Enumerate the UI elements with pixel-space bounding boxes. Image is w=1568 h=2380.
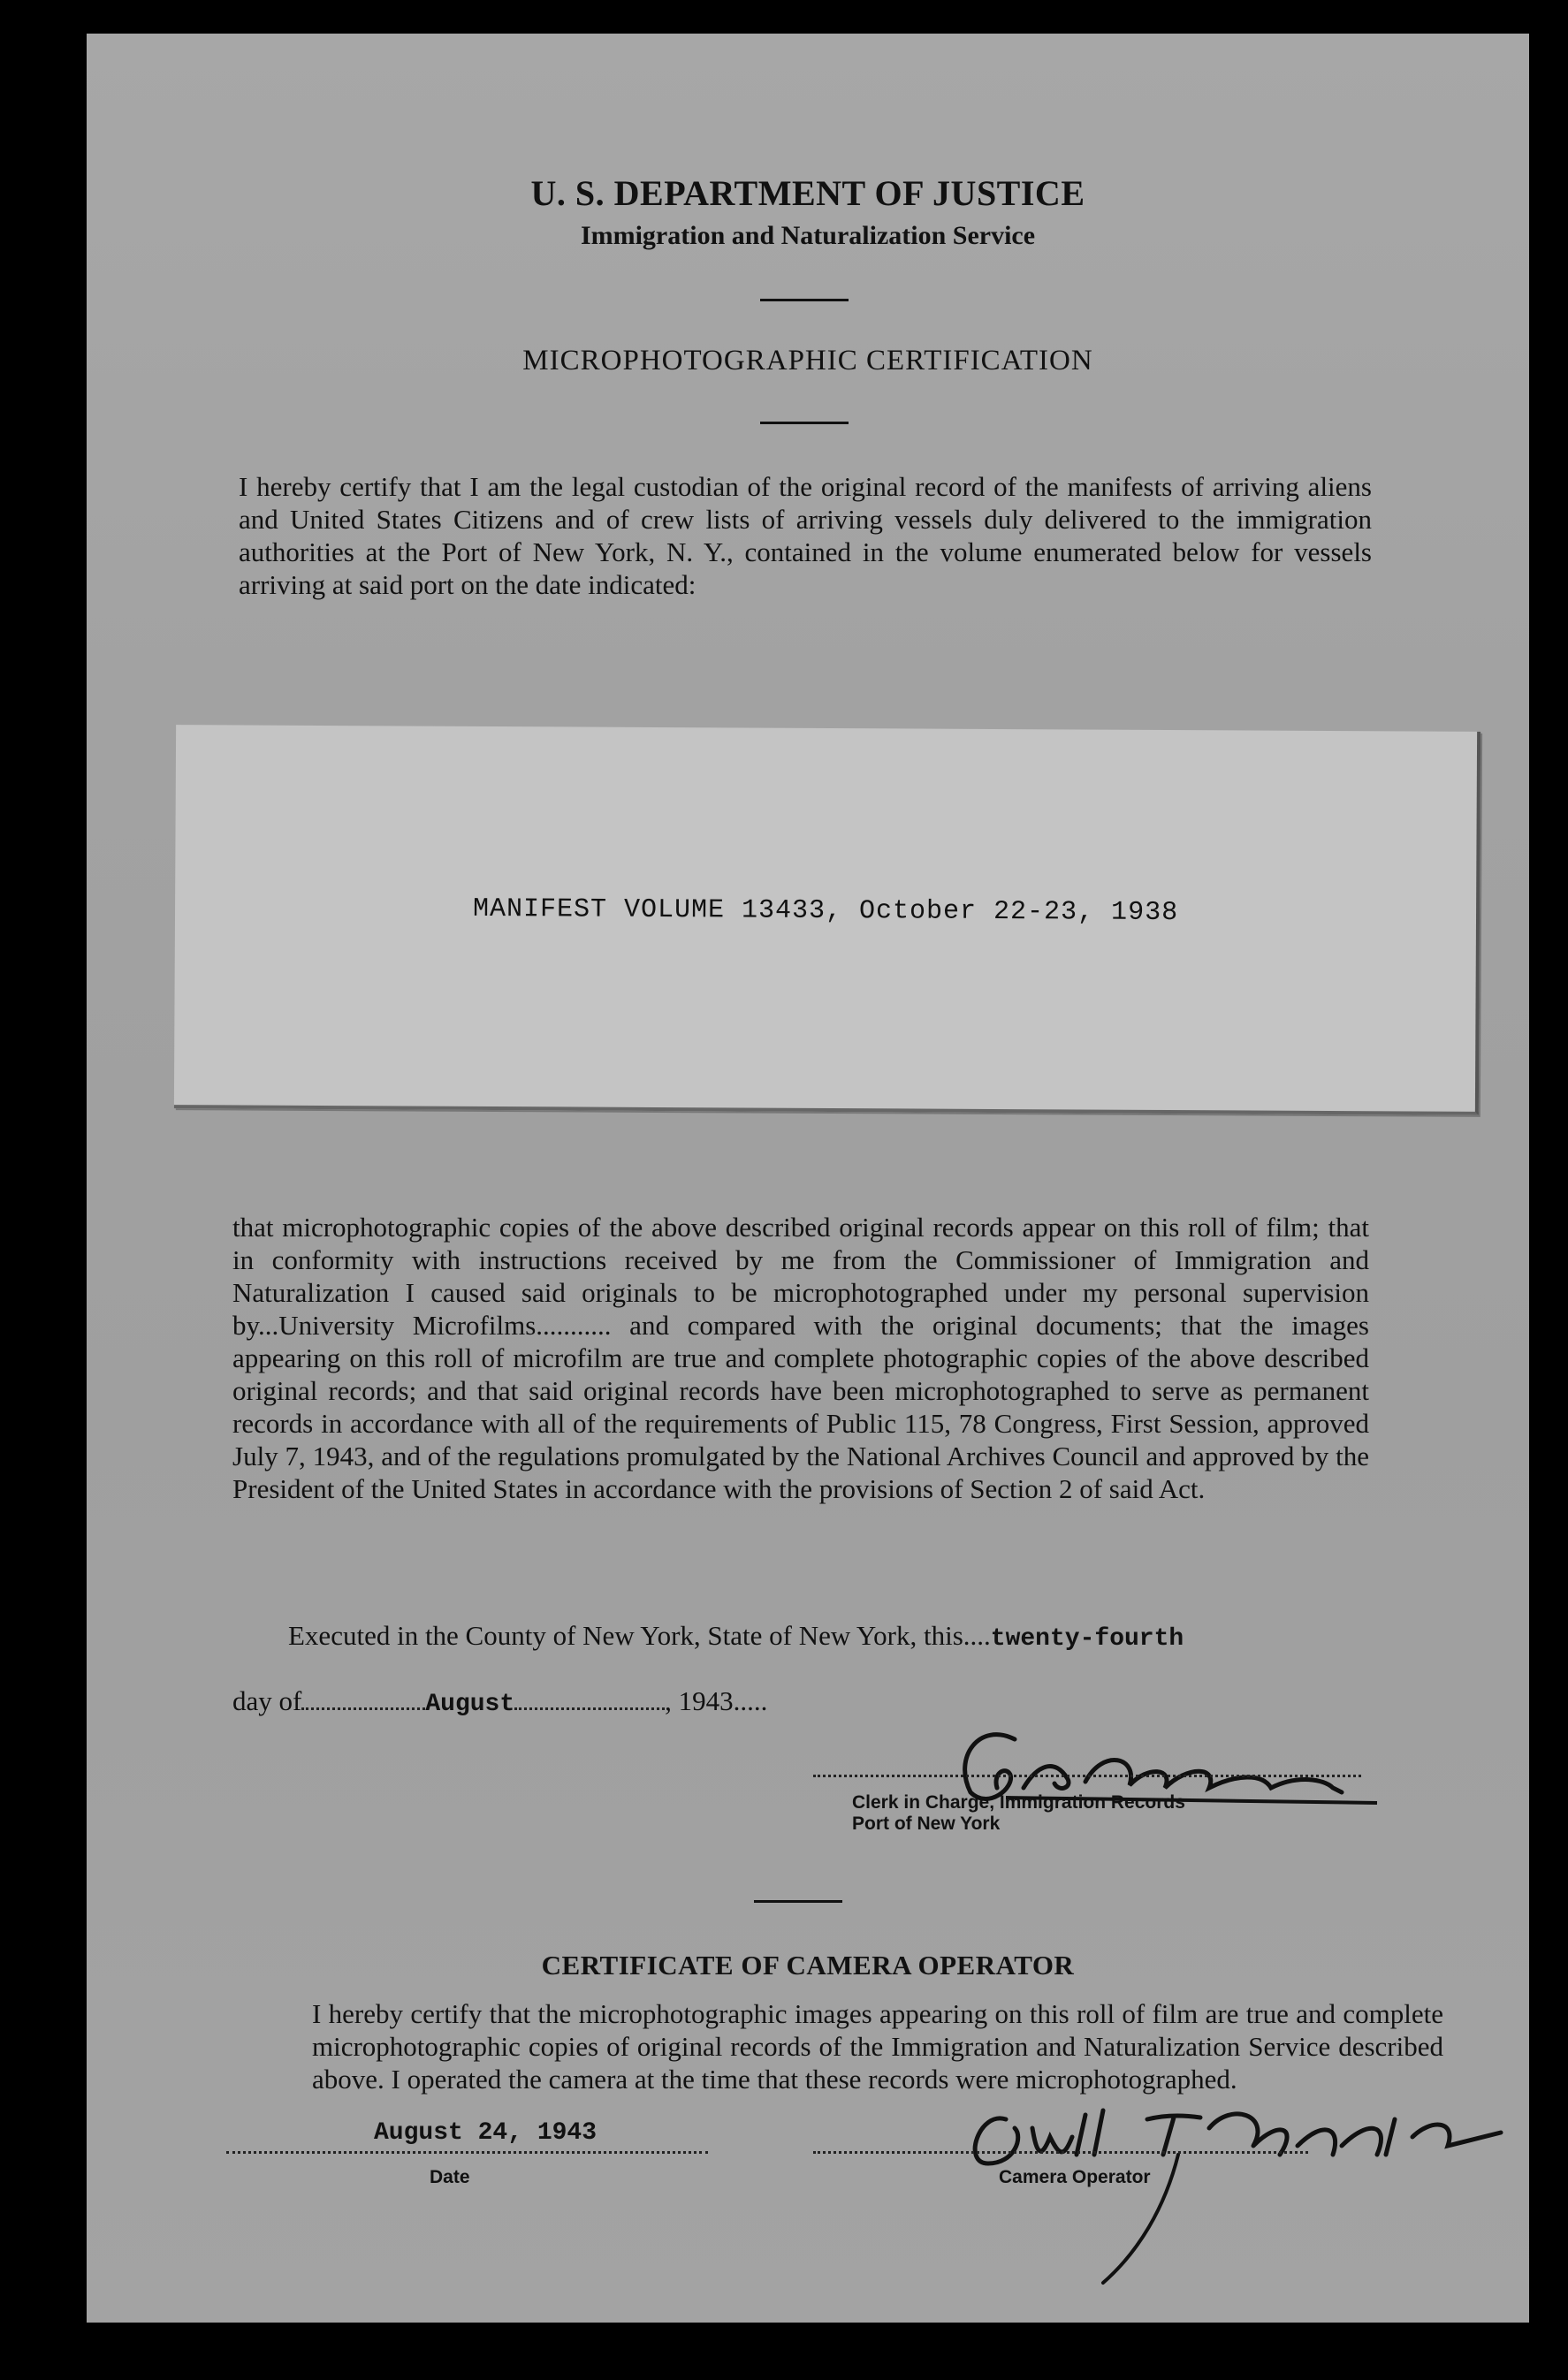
execution-month: August	[425, 1691, 515, 1718]
execution-year: , 1943	[665, 1685, 734, 1716]
camera-certificate-title: CERTIFICATE OF CAMERA OPERATOR	[541, 1950, 1075, 1981]
camera-paragraph: I hereby certify that the microphotographic images appearing on this roll of film are true and complete microphotographic copies of original records of the Immigration and Naturalization Service described above. I operated the camera at the time that these records were microphotographed.	[312, 1998, 1443, 2095]
agency-heading: U. S. DEPARTMENT OF JUSTICE	[530, 173, 1085, 213]
certification-title: MICROPHOTOGRAPHIC CERTIFICATION	[522, 345, 1093, 376]
manifest-volume-text: MANIFEST VOLUME 13433, October 22-23, 1938	[472, 893, 1179, 929]
certificate-sheet	[87, 34, 1529, 2323]
divider	[760, 299, 849, 301]
execution-day: twenty-fourth	[990, 1625, 1184, 1653]
camera-operator-line	[813, 2151, 1308, 2154]
custodian-paragraph: I hereby certify that I am the legal custodian of the original record of the manifests of arriving aliens and United States Citizens and of crew lists of arriving vessels duly delivered to the immigration authorities at the Port of New York, N. Y., contained in the volume enumerated below for vessels arriving at said port on the date indicated:	[239, 471, 1372, 600]
day-of-line: day of August , 1943.....	[232, 1685, 768, 1718]
execution-text: Executed in the County of New York, State of New York, this	[288, 1620, 963, 1651]
camera-operator-signature	[882, 2066, 1554, 2296]
divider	[760, 422, 849, 424]
manifest-slip	[174, 725, 1480, 1115]
day-of-label: day of	[232, 1685, 302, 1716]
clerk-caption: Clerk in Charge, Immigration Records Port of New York	[852, 1792, 1185, 1834]
date-label: Date	[430, 2167, 470, 2187]
microfilm-paragraph: that microphotographic copies of the above described original records appear on this roll of film; that in conformity with instructions received by me from the Commissioner of Immigration and Naturalization I caused said originals to be microphotographed under my personal supervision by...University Microfilms........... and compared with the original documents; that the images appearing on this roll of microfilm are true and complete photographic copies of the above described original records; and that said original records have been microphotographed to serve as permanent records in accordance with all of the requirements of Public 115, 78 Congress, First Session, approved July 7, 1943, and of the regulations promulgated by the National Archives Council and approved by the President of the United States in accordance with the provisions of Section 2 of said Act.	[232, 1212, 1369, 1504]
clerk-signature-line	[813, 1775, 1361, 1777]
camera-date-value: August 24, 1943	[374, 2119, 598, 2147]
date-line	[226, 2151, 708, 2154]
execution-line: Executed in the County of New York, State of New York, this....twenty-fourth	[288, 1620, 1184, 1653]
camera-operator-label: Camera Operator	[999, 2167, 1151, 2187]
divider	[754, 1900, 842, 1903]
service-subheading: Immigration and Naturalization Service	[580, 221, 1036, 250]
